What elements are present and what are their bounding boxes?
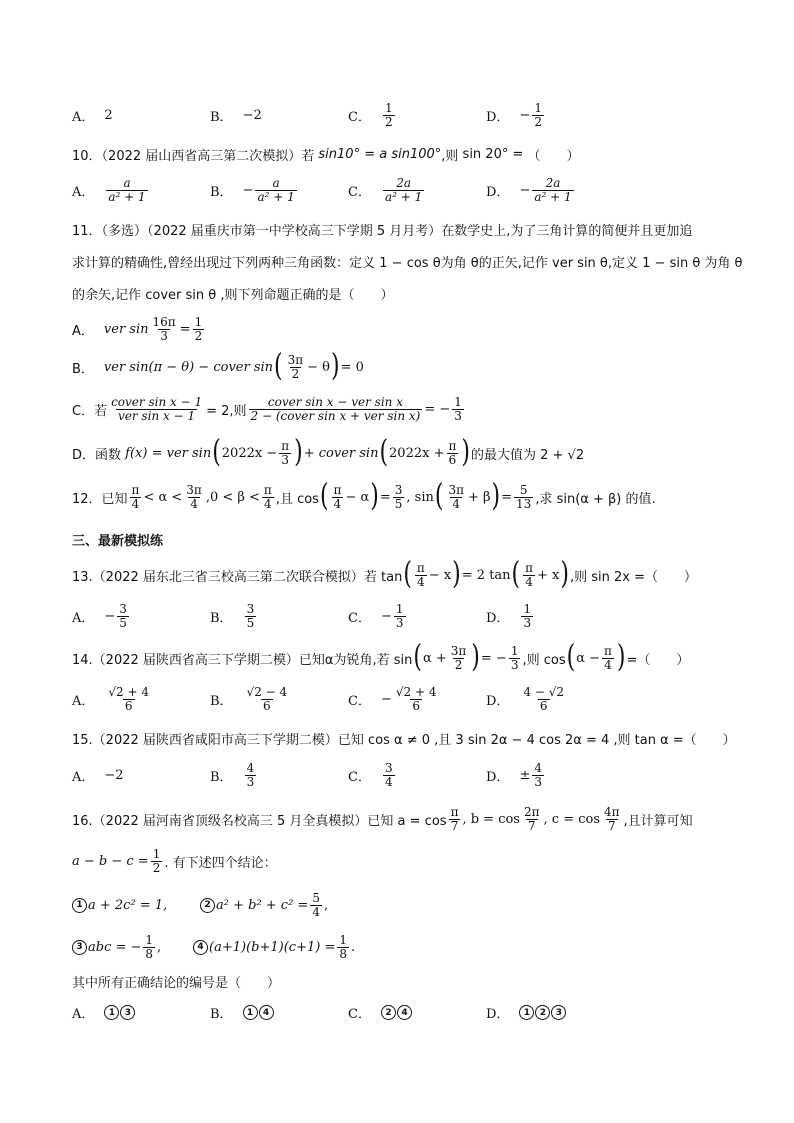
q12-stem: 12．已知 $\frac{\pi}{4}$ < α < $\frac{3\pi}{4}$ ,0 < β < $\frac{\pi}{4}$ ,且 cos ( $\frac{\pi}{4}$ − α ) = $\frac{3}{5}$ , sin ( $\frac{3\pi}{4}$ + β ) = $\frac{5}{13}$ ,求 sin(α + β) 的值. <box>72 478 656 514</box>
q13-stem: 13.（2022 届东北三省三校高三第二次联合模拟）若 tan ( $\frac{\pi}{4}$ − x ) = 2 tan ( $\frac{\pi}{4}$ + x ) ,则 sin 2x =（ ） <box>72 556 697 592</box>
q11-option-a: A． ver sin $\frac{16\pi}{3}$ = $\frac{1}{2}$ <box>72 315 203 343</box>
option-c-label: C． <box>348 693 371 709</box>
option-b-label: B． <box>210 693 233 709</box>
q10-options: A． $\frac{a}{\text{a² + 1}}$ B． − $\frac{a}{\text{a² + 1}}$ C． $\frac{2a}{\text{a² + 1}}$ D． − $\frac{2a}{\text{a² + 1}}$ <box>72 176 572 204</box>
option-a-label: A． <box>72 184 95 200</box>
option-c-fraction: $\frac{2a}{\text{a² + 1}}$ <box>384 176 423 204</box>
option-a-label: A． <box>72 693 95 709</box>
option-a-value: 2 <box>104 107 113 123</box>
q11-option-b: B． ver sin(π − θ) − cover sin ( $\frac{3\pi}{2}$ − θ ) = 0 <box>72 348 364 384</box>
q16-stem: 16.（2022 届河南省顶级名校高三 5 月全真模拟）已知 a = cos $\frac{\pi}{7}$ , b = cos $\frac{2\pi}{7}$ , c = cos $\frac{4\pi}{7}$ ,且计算可知 <box>72 805 693 833</box>
circled-number-2: 2 <box>200 898 215 913</box>
option-b-label: B． <box>210 109 233 125</box>
option-c-label: C． <box>348 1007 371 1022</box>
option-c-label: C． <box>348 184 371 200</box>
option-c-label: C． <box>348 109 371 125</box>
q14-options: A． $\frac{√2 + 4}{6}$ B． $\frac{√2 - 4}{6}$ C． − $\frac{√2 + 4}{6}$ D． $\frac{4 - √2}{6}$ <box>72 685 565 713</box>
q15-options: A． −2 B． $\frac{4}{3}$ C． $\frac{3}{4}$ D． ± $\frac{4}{3}$ <box>72 761 542 789</box>
q16-given: a − b − c = $\frac{1}{2}$ . 有下述四个结论： <box>72 847 277 875</box>
option-d-fraction: $\frac{1}{2}$ <box>534 101 542 129</box>
option-a-label: A． <box>72 610 95 626</box>
option-b-label: B． <box>210 769 233 785</box>
option-c-label: C． <box>348 610 371 626</box>
circled-number-4: 4 <box>193 940 208 955</box>
option-d-label: D． <box>486 693 510 709</box>
option-d-sign: − <box>519 107 531 123</box>
option-c-fraction: $\frac{1}{2}$ <box>384 101 393 129</box>
option-a-label: A． <box>72 1007 95 1022</box>
option-b-label: B． <box>210 610 233 626</box>
q15-stem: 15.（2022 届陕西省咸阳市高三下学期二模）已知 cos α ≠ 0 ,且 3 sin 2α − 4 cos 2α = 4 ,则 tan α =（ ） <box>72 733 736 748</box>
option-a-label: A． <box>72 769 95 785</box>
q11-stem-line1: 11．（多选）（2022 届重庆市第一中学校高三下学期 5 月月考）在数学史上,为了三角计算的简便并且更加追 <box>72 224 693 239</box>
q11-option-c: C．若 $\frac{\text{cover sin x − 1}}{\text{ver sin x − 1}}$ = 2,则 $\frac{\text{cover sin x − ver sin x}}{\text{2 − (cover sin x + ver sin x)}}$ = − $\frac{1}{3}$ <box>72 395 462 423</box>
option-d-label: D． <box>486 109 510 125</box>
q11-stem-line3: 的余矢,记作 cover sin θ ,则下列命题正确的是（ ） <box>72 288 394 303</box>
section-heading: 三、最新模拟练 <box>72 534 164 549</box>
option-b-fraction: $\frac{a}{\text{a² + 1}}$ <box>257 176 295 204</box>
q11-stem-line2: 求计算的精确性,曾经出现过下列两种三角函数：定义 1 − cos θ为角 θ的正矢,记作 ver sin θ,定义 1 − sin θ 为角 θ <box>72 256 743 271</box>
option-d-label: D． <box>486 1007 510 1022</box>
q13-options: A． − $\frac{3}{5}$ B． $\frac{3}{5}$ C． − $\frac{1}{3}$ D． $\frac{1}{3}$ <box>72 602 532 630</box>
circled-number-3: 3 <box>72 940 87 955</box>
option-b-label: B． <box>210 184 233 200</box>
option-b-value: −2 <box>242 107 262 123</box>
q10-stem: 10．（2022 届山西省高三第二次模拟）若 sin10° = a sin100° ,则 sin 20° = （ ） <box>72 147 580 164</box>
option-d-label: D． <box>486 610 510 626</box>
option-a-fraction: $\frac{a}{\text{a² + 1}}$ <box>108 176 146 204</box>
q16-options: A． 1 3 B． 1 4 C． 2 4 D． 1 2 3 <box>72 1003 732 1022</box>
option-b-label: B． <box>210 1007 233 1022</box>
option-a-label: A． <box>72 109 95 125</box>
option-d-label: D． <box>486 184 510 200</box>
option-c-label: C． <box>348 769 371 785</box>
q14-stem: 14.（2022 届陕西省高三下学期二模）已知α为锐角,若 sin ( α + $\frac{3\pi}{2}$ ) = − $\frac{1}{3}$ ,则 cos ( α − $\frac{\pi}{4}$ ) =（ ） <box>72 639 690 675</box>
q11-option-d: D．函数 f(x) = ver sin ( 2022x − $\frac{\pi}{3}$ ) + cover sin ( 2022x + $\frac{\pi}{6}$ ) 的最大值为 2 + √2 <box>72 434 585 470</box>
circled-number-1: 1 <box>72 898 87 913</box>
q16-conclusions-row1: 1 a + 2c² = 1, 2 a² + b² + c² = $\frac{5}{4}$ , <box>72 892 328 918</box>
q16-question: 其中所有正确结论的编号是（ ） <box>72 976 281 991</box>
q16-conclusions-row2: 3 abc = − $\frac{1}{8}$ , 4 (a+1)(b+1)(c+1) = $\frac{1}{8}$ . <box>72 934 355 960</box>
option-d-label: D． <box>486 769 510 785</box>
options-prev-question <box>72 102 732 128</box>
option-d-fraction: $\frac{2a}{\text{a² + 1}}$ <box>534 176 572 204</box>
